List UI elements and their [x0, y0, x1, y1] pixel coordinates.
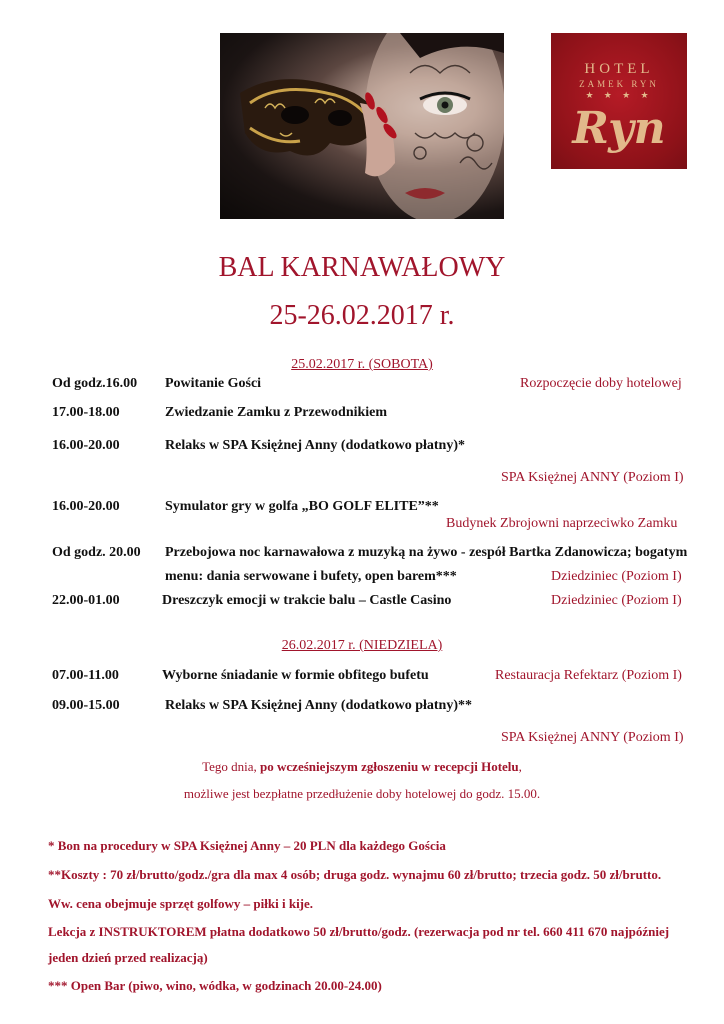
day2-heading: 26.02.2017 r. (NIEDZIELA): [281, 638, 443, 653]
schedule-location: Dziedziniec (Poziom I): [551, 569, 682, 584]
schedule-desc: Relaks w SPA Księżnej Anny (dodatkowo płatny)*: [165, 438, 466, 453]
carnival-mask-photo: [220, 33, 504, 219]
info-text-end: ,: [518, 759, 522, 774]
schedule-desc: Przebojowa noc karnawałowa z muzyką na żywo - zespół Bartka Zdanowicza; bogatym: [165, 545, 688, 560]
logo-script: Ryn: [572, 103, 666, 154]
schedule-time: Od godz. 20.00: [52, 545, 141, 560]
info-text-bold: po wcześniejszym zgłoszeniu w recepcji Hotelu: [260, 759, 519, 774]
schedule-time: 07.00-11.00: [52, 668, 119, 683]
info-text: Tego dnia,: [202, 759, 261, 774]
schedule-time: 16.00-20.00: [52, 499, 120, 514]
schedule-location: SPA Księżnej ANNY (Poziom I): [501, 470, 684, 485]
footnote: *** Open Bar (piwo, wino, wódka, w godzinach 20.00-24.00): [48, 978, 382, 993]
logo-name-text: ZAMEK RYN: [579, 79, 659, 89]
schedule-time: 17.00-18.00: [52, 405, 120, 420]
schedule-desc: Powitanie Gości: [165, 376, 262, 391]
footnote: **Koszty : 70 zł/brutto/godz./gra dla max 4 osób; druga godz. wynajmu 60 zł/brutto; trzecia godz. 50 zł/brutto.: [48, 867, 662, 882]
schedule-location: Restauracja Refektarz (Poziom I): [495, 668, 682, 683]
schedule-time: 22.00-01.00: [52, 593, 120, 608]
schedule-desc: Symulator gry w golfa „BO GOLF ELITE”**: [165, 499, 439, 514]
schedule-time: 09.00-15.00: [52, 698, 120, 713]
schedule-location: Rozpoczęcie doby hotelowej: [520, 376, 682, 391]
schedule-desc: Dreszczyk emocji w trakcie balu – Castle Casino: [162, 593, 452, 608]
schedule-time: 16.00-20.00: [52, 438, 120, 453]
info-line-2: możliwe jest bezpłatne przedłużenie doby hotelowej do godz. 15.00.: [183, 786, 541, 801]
footnote: Ww. cena obejmuje sprzęt golfowy – piłki i kije.: [48, 896, 314, 911]
footnote: jeden dzień przed realizacją): [48, 950, 208, 965]
logo-hotel-text: HOTEL: [584, 61, 654, 77]
schedule-location: Dziedziniec (Poziom I): [551, 593, 682, 608]
day1-heading: 25.02.2017 r. (SOBOTA): [291, 357, 433, 372]
schedule-desc: Zwiedzanie Zamku z Przewodnikiem: [165, 405, 388, 420]
logo-stars: ★ ★ ★ ★: [585, 90, 653, 100]
schedule-desc-continued: menu: dania serwowane i bufety, open barem***: [165, 569, 457, 584]
hotel-logo: [551, 33, 687, 169]
event-date: 25-26.02.2017 r.: [269, 300, 455, 331]
info-line-1: [0, 759, 724, 775]
schedule-time: Od godz.16.00: [52, 376, 138, 391]
schedule-location: SPA Księżnej ANNY (Poziom I): [501, 730, 684, 745]
footnote: Lekcja z INSTRUKTOREM płatna dodatkowo 50 zł/brutto/godz. (rezerwacja pod nr tel. 660 411 670 najpóźniej: [48, 924, 670, 939]
event-title: BAL KARNAWAŁOWY: [218, 252, 506, 283]
schedule-desc: Wyborne śniadanie w formie obfitego bufetu: [162, 668, 429, 683]
schedule-desc: Relaks w SPA Księżnej Anny (dodatkowo płatny)**: [165, 698, 473, 713]
schedule-location: Budynek Zbrojowni naprzeciwko Zamku: [446, 516, 678, 531]
footnote: * Bon na procedury w SPA Księżnej Anny – 20 PLN dla każdego Gościa: [48, 838, 446, 853]
